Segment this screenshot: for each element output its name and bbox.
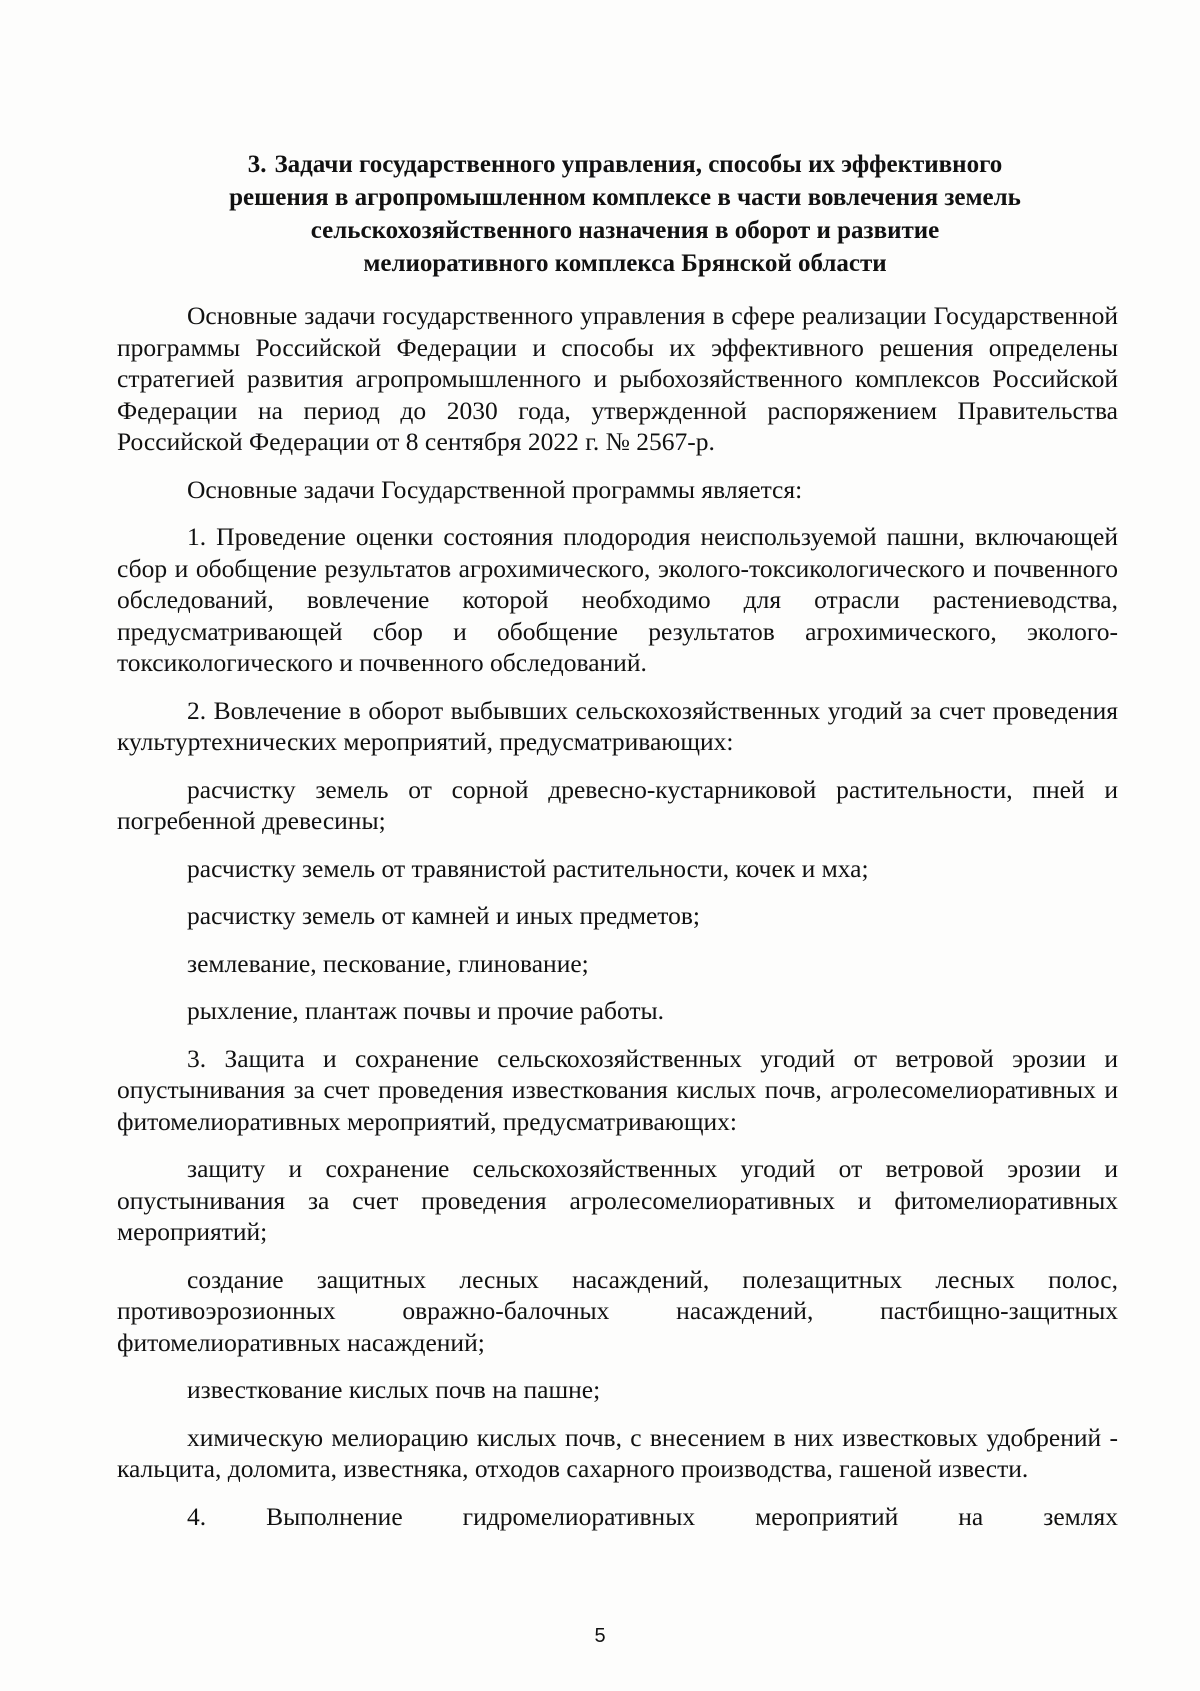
list-item: химическую мелиорацию кислых почв, с внесением в них известковых удобрений - кальцита, доломита, известняка, отходов сахарного производства, гашеной извести. [117,1422,1118,1483]
heading-line-4: мелиоративного комплекса Брянской области [363,250,887,277]
paragraph-task-1: 1. Проведение оценки состояния плодородия неиспользуемой пашни, включающей сбор и обобщение результатов агрохимического, эколого-токсикологического и почвенного обследований, вовлечение которой необходимо для отрасли растениеводства, предусматривающей сбор и обобщение результатов агрохимического, эколого-токсикологического и почвенного обследований. [117,522,1118,677]
paragraph-task-2: 2. Вовлечение в оборот выбывших сельскохозяйственных угодий за счет проведения культуртехнических мероприятий, предусматривающих: [117,695,1118,756]
document-body [117,300,1118,1548]
heading-line-3: сельскохозяйственного назначения в оборот и развитие [310,217,940,244]
paragraph-tasks-lead: Основные задачи Государственной программы является: [187,474,803,504]
section-heading [205,148,1045,280]
paragraph-intro: Основные задачи государственного управления в сфере реализации Государственной программы Российской Федерации и способы их эффективного решения определены стратегией развития агропромышленного и рыбохозяйственного комплексов Российской Федерации на период до 2030 года, утвержденной распоряжением Правительства Российской Федерации от 8 сентября 2022 г. № 2567-р. [117,301,1118,456]
list-item: защиту и сохранение сельскохозяйственных угодий от ветровой эрозии и опустынивания за счет проведения агролесомелиоративных и фитомелиоративных мероприятий; [117,1154,1118,1246]
list-item: известкование кислых почв на пашне; [187,1375,601,1404]
page-number: 5 [594,1625,606,1647]
list-item: создание защитных лесных насаждений, полезащитных лесных полос, противоэрозионных овражно-балочных насаждений, пастбищно-защитных фитомелиоративных насаждений; [117,1264,1118,1357]
paragraph-task-3: 3. Защита и сохранение сельскохозяйственных угодий от ветровой эрозии и опустынивания за счет проведения известкования кислых почв, агролесомелиоративных и фитомелиоративных мероприятий, предусматривающих: [117,1043,1118,1136]
heading-line-1: 3. Задачи государственного управления, способы их эффективного [247,151,1003,178]
heading-line-2: решения в агропромышленном комплексе в части вовлечения земель [229,184,1021,211]
list-item: расчистку земель от камней и иных предметов; [187,901,700,930]
list-item: расчистку земель от сорной древесно-кустарниковой растительности, пней и погребенной древесины; [117,774,1118,835]
paragraph-task-4: 4. Выполнение гидромелиоративных мероприятий на землях [187,1501,1118,1531]
list-item: рыхление, плантаж почвы и прочие работы. [187,996,665,1025]
list-item: землевание, пескование, глинование; [187,948,589,978]
list-item: расчистку земель от травянистой растительности, кочек и мха; [187,853,869,883]
heading-number: 3. [247,151,267,178]
